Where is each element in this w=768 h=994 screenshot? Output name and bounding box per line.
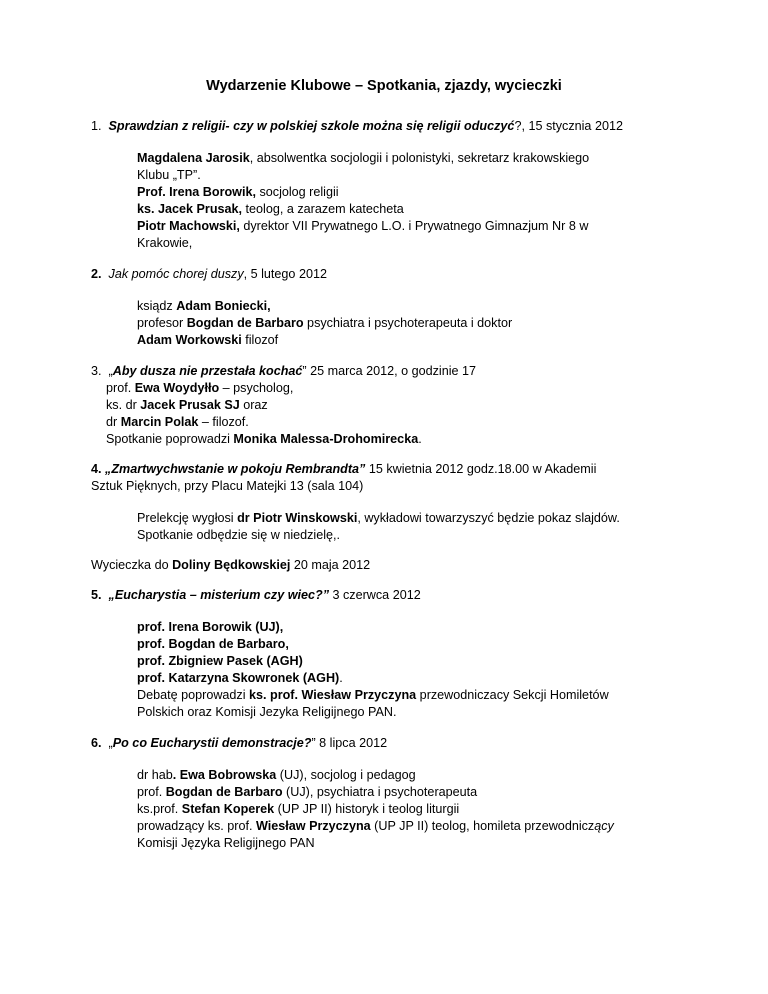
event-5-moderator-cont: Polskich oraz Komisji Jezyka Religijnego PAN. — [137, 705, 397, 719]
event-1-heading — [91, 118, 623, 135]
event-4-lecture: Prelekcję wygłosi dr Piotr Winskowski, wykładowi towarzyszyć będzie pokaz slajdów. — [137, 511, 620, 525]
event-2-person-3: Adam Workowski filozof — [137, 333, 279, 347]
event-3-moderator: Spotkanie poprowadzi Monika Malessa-Drohomirecka. — [106, 432, 422, 446]
trip-line: Wycieczka do Doliny Będkowskiej 20 maja 2012 — [91, 558, 371, 572]
event-1-person-4-cont: Krakowie, — [137, 236, 193, 250]
event-2-heading — [91, 266, 327, 283]
event-3-number: 3. — [91, 364, 102, 378]
event-6-person-1: dr hab. Ewa Bobrowska (UJ), socjolog i pedagog — [137, 768, 416, 782]
event-4-note: Spotkanie odbędzie się w niedzielę,. — [137, 528, 341, 542]
event-3-topic: Aby dusza nie przestała kochać — [112, 364, 303, 378]
event-1-date: ?, 15 stycznia 2012 — [514, 119, 623, 133]
event-3-heading: 3. „Aby dusza nie przestała kochać” 25 marca 2012, o godzinie 17 — [91, 364, 477, 378]
event-1-person-1: Magdalena Jarosik, absolwentka socjologii i polonistyki, sekretarz krakowskiego — [137, 151, 590, 165]
event-2-person-2: profesor Bogdan de Barbaro psychiatra i psychoterapeuta i doktor — [137, 316, 513, 330]
event-4-heading-cont: Sztuk Pięknych, przy Placu Matejki 13 (sala 104) — [91, 479, 364, 493]
event-6-number: 6. — [91, 736, 102, 750]
event-3-date: ” 25 marca 2012, o godzinie 17 — [302, 364, 477, 378]
event-5-person-3: prof. Zbigniew Pasek (AGH) — [137, 654, 303, 668]
event-5-person-4: prof. Katarzyna Skowronek (AGH). — [137, 671, 343, 685]
event-6-moderator-cont: Komisji Języka Religijnego PAN — [137, 836, 315, 850]
event-4-topic: „Zmartwychwstanie w pokoju Rembrandta” — [105, 462, 366, 476]
event-5-date: 3 czerwca 2012 — [329, 588, 421, 602]
event-2-date: , 5 lutego 2012 — [243, 267, 327, 281]
event-5-person-1: prof. Irena Borowik (UJ), — [137, 620, 284, 634]
event-4-date: 15 kwietnia 2012 godz.18.00 w Akademii — [365, 462, 597, 476]
event-6-person-2: prof. Bogdan de Barbaro (UJ), psychiatra i psychoterapeuta — [137, 785, 478, 799]
event-1-person-2: Prof. Irena Borowik, socjolog religii — [137, 185, 339, 199]
event-5-person-2: prof. Bogdan de Barbaro, — [137, 637, 289, 651]
event-5-moderator: Debatę poprowadzi ks. prof. Wiesław Przyczyna przewodniczacy Sekcji Homiletów — [137, 688, 609, 702]
event-6-date: ” 8 lipca 2012 — [311, 736, 388, 750]
event-1-person-1-cont: Klubu „TP”. — [137, 168, 201, 182]
event-2-person-1: ksiądz Adam Boniecki, — [137, 299, 271, 313]
page-title: Wydarzenie Klubowe – Spotkania, zjazdy, wycieczki — [206, 78, 562, 94]
event-2-topic: Jak pomóc chorej duszy — [108, 267, 244, 281]
event-3-person-1: prof. Ewa Woydyłło – psycholog, — [106, 381, 294, 395]
event-5-heading — [91, 587, 421, 604]
event-1-topic: Sprawdzian z religii- czy w polskiej szkole można się religii oduczyć — [108, 119, 515, 133]
event-6-moderator: prowadzący ks. prof. Wiesław Przyczyna (UP JP II) teolog, homileta przewodniczący — [137, 819, 614, 833]
event-1-person-3: ks. Jacek Prusak, teolog, a zarazem katecheta — [137, 202, 404, 216]
event-4-heading — [91, 461, 596, 478]
event-4-number: 4. — [91, 462, 102, 476]
event-6-person-3: ks.prof. Stefan Koperek (UP JP II) historyk i teolog liturgii — [137, 802, 460, 816]
event-2-number: 2. — [91, 267, 102, 281]
event-5-number: 5. — [91, 588, 102, 602]
event-5-topic: „Eucharystia – misterium czy wiec?” — [108, 588, 329, 602]
event-3-person-2: ks. dr Jacek Prusak SJ oraz — [106, 398, 268, 412]
event-3-person-3: dr Marcin Polak – filozof. — [106, 415, 249, 429]
event-1-person-4: Piotr Machowski, dyrektor VII Prywatnego L.O. i Prywatnego Gimnazjum Nr 8 w — [137, 219, 589, 233]
event-1-number: 1. — [91, 119, 102, 133]
event-6-topic: Po co Eucharystii demonstracje? — [112, 736, 312, 750]
event-6-heading: 6. „Po co Eucharystii demonstracje?” 8 lipca 2012 — [91, 736, 388, 750]
